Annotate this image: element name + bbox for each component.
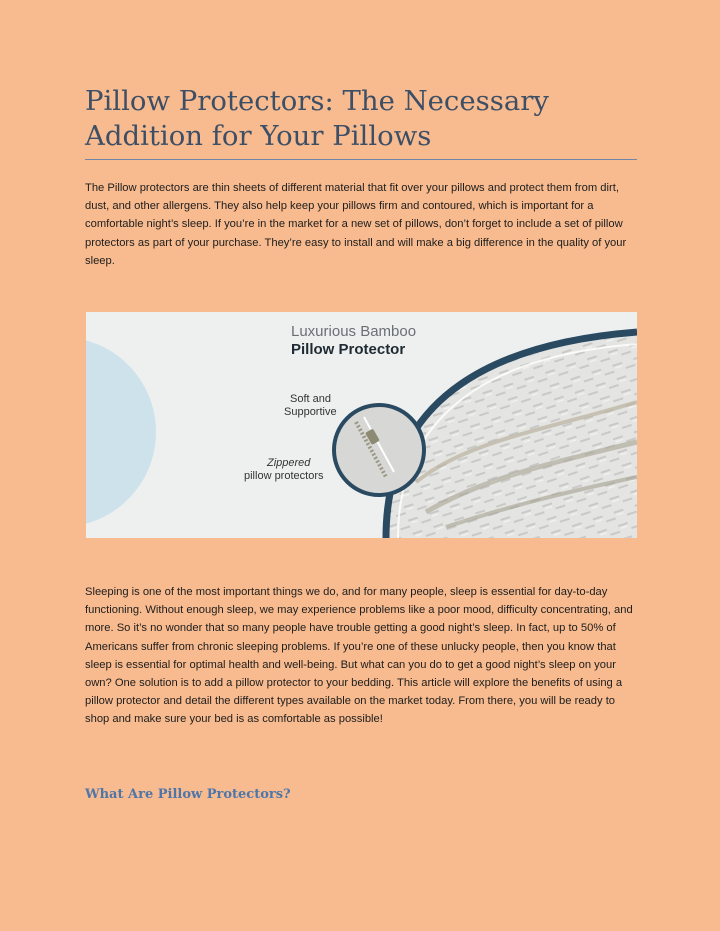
intro-paragraph: The Pillow protectors are thin sheets of different material that fit over your pillows and protect them from dirt, dust, and other allergens. They also help keep your pillows firm and contoured, which is important for a comfortable night’s sleep. If you’re in the market for a new set of pillows, don’t forget to include a set of pillow protectors as part of your purchase. They’re easy to install and will make a big difference in the quality of your sleep. xyxy=(85,182,627,267)
zipper-detail-circle xyxy=(334,405,424,495)
title-divider xyxy=(85,159,637,160)
product-image xyxy=(86,312,637,538)
title-line-2: Addition for Your Pillows xyxy=(85,120,432,152)
page-title xyxy=(85,84,637,154)
body-paragraph: Sleeping is one of the most important things we do, and for many people, sleep is essential for day-to-day functioning. Without enough sleep, we may experience problems like a poor mood, difficulty concentrating, and more. So it’s no wonder that so many people have trouble getting a good night’s sleep. In fact, up to 50% of Americans suffer from chronic sleeping problems. If you’re one of these unlucky people, then you know that sleep is essential for optimal health and well-being. But what can you do to get a good night’s sleep on your own? One solution is to add a pillow protector to your bedding. This article will explore the benefits of using a pillow protector and detail the different types available on the market today. From there, you will be ready to shop and make sure your bed is as comfortable as possible! xyxy=(85,586,633,726)
figure-heading-light: Luxurious Bamboo xyxy=(291,323,417,340)
product-illustration xyxy=(86,312,637,538)
figure-heading-bold: Pillow Protector xyxy=(291,341,406,358)
label-zipper-line2: pillow protectors xyxy=(244,470,324,482)
section-heading: What Are Pillow Protectors? xyxy=(85,787,291,802)
title-line-1: Pillow Protectors: The Necessary xyxy=(85,85,549,117)
label-soft-line1: Soft and xyxy=(290,393,331,405)
label-zipper-line1: Zippered xyxy=(267,457,311,469)
label-soft-line2: Supportive xyxy=(284,406,337,418)
